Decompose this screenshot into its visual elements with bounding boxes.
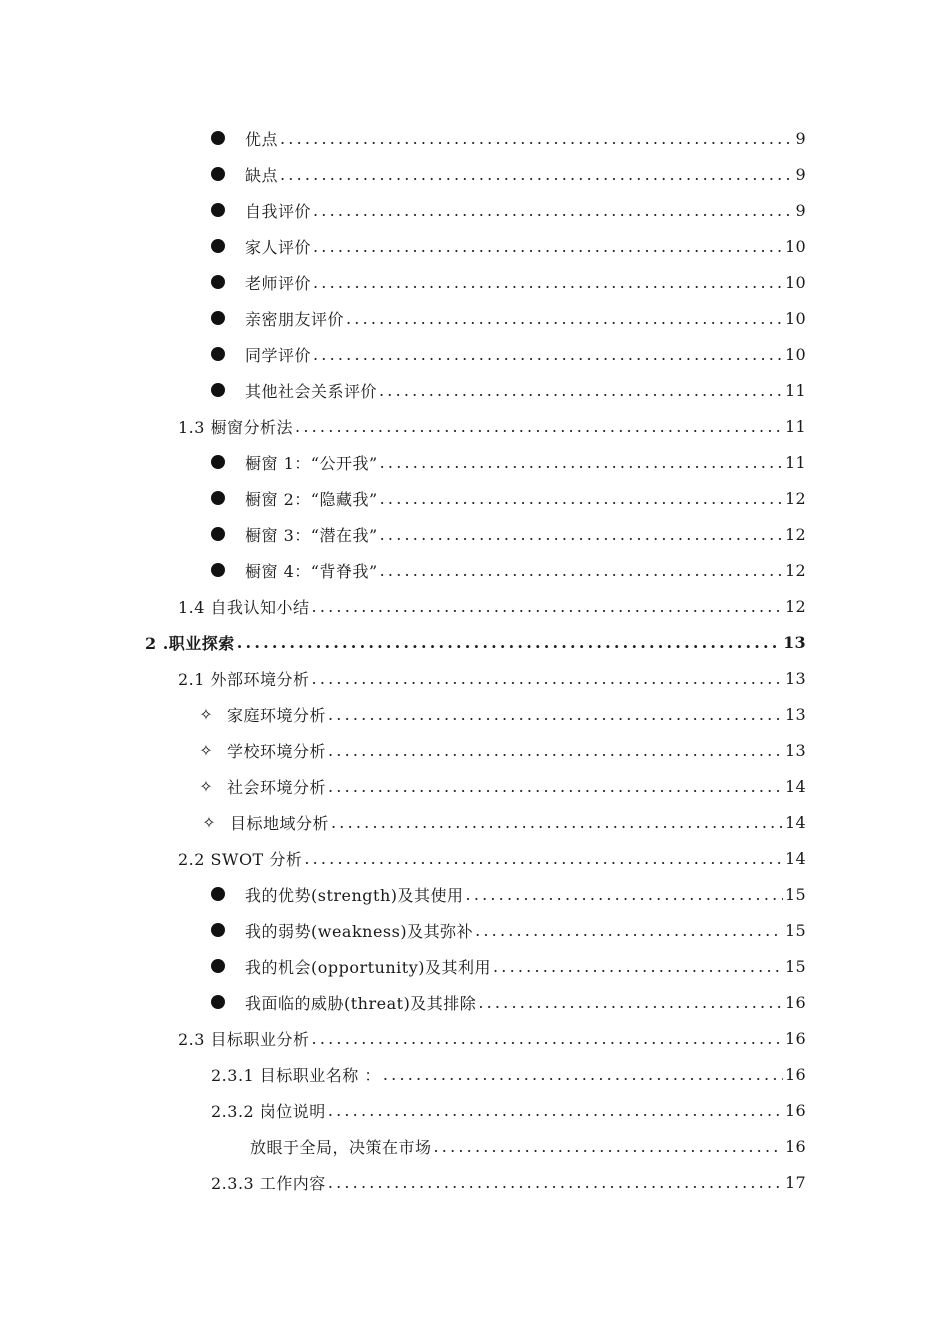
toc-entry-page-number: 11: [785, 452, 806, 472]
dot-leader: [237, 633, 781, 652]
dot-leader: [280, 165, 794, 184]
toc-entry-title: 优点: [245, 129, 279, 149]
bullet-icon: [211, 347, 225, 361]
bullet-icon: [211, 275, 225, 289]
toc-entry-page-number: 17: [785, 1172, 806, 1192]
dot-leader: [331, 813, 783, 832]
toc-entry-title: 我面临的威胁(threat)及其排除: [245, 993, 477, 1013]
toc-entry-title: 2.1 外部环境分析: [178, 669, 310, 689]
toc-entry-page-number: 16: [785, 1136, 806, 1156]
toc-entry-title: 我的机会(opportunity)及其利用: [245, 957, 492, 977]
toc-entry-title: 社会环境分析: [227, 777, 327, 797]
bullet-icon: [211, 455, 225, 469]
toc-entry-title: 1.3 橱窗分析法: [178, 417, 294, 437]
dot-leader: [379, 381, 783, 400]
toc-entry-title: 2.3.2 岗位说明: [211, 1101, 326, 1121]
diamond-bullet-icon: ✧: [199, 740, 213, 760]
toc-entry-title: 自我评价: [245, 201, 312, 221]
toc-entry[interactable]: [211, 444, 806, 480]
toc-entry-title: 放眼于全局，决策在市场: [250, 1137, 432, 1157]
bullet-icon: [211, 239, 225, 253]
dot-leader: [313, 345, 783, 364]
toc-entry-page-number: 14: [785, 812, 806, 832]
toc-entry[interactable]: [250, 1128, 806, 1164]
dot-leader: [380, 561, 783, 580]
toc-entry[interactable]: [211, 156, 806, 192]
bullet-icon: [211, 563, 225, 577]
toc-entry[interactable]: [200, 804, 806, 840]
toc-entry[interactable]: [211, 1164, 806, 1200]
toc-entry-title: 我的优势(strength)及其使用: [245, 885, 464, 905]
toc-entry-page-number: 13: [785, 704, 806, 724]
bullet-icon: [211, 923, 225, 937]
dot-leader: [466, 885, 784, 904]
dot-leader: [312, 669, 783, 688]
bullet-icon: [211, 491, 225, 505]
toc-entry-page-number: 16: [785, 1028, 806, 1048]
toc-entry-page-number: 15: [785, 956, 806, 976]
toc-entry[interactable]: [178, 588, 806, 624]
toc-entry-title: 老师评价: [245, 273, 312, 293]
toc-entry-page-number: 10: [785, 308, 806, 328]
toc-entry[interactable]: [197, 732, 806, 768]
toc-entry-page-number: 13: [785, 740, 806, 760]
toc-entry-title: 缺点: [245, 165, 279, 185]
toc-entry[interactable]: [211, 948, 806, 984]
toc-entry[interactable]: [211, 192, 806, 228]
toc-entry-title: 目标地域分析: [230, 813, 330, 833]
toc-entry-title: 家人评价: [245, 237, 312, 257]
toc-entry-title: 2 .职业探索: [145, 633, 235, 653]
dot-leader: [328, 777, 783, 796]
toc-entry-title: 橱窗 2：“隐藏我”: [245, 489, 378, 509]
dot-leader: [328, 705, 783, 724]
dot-leader: [380, 489, 783, 508]
dot-leader: [328, 741, 783, 760]
toc-entry-title: 2.3 目标职业分析: [178, 1029, 310, 1049]
toc-entry-page-number: 12: [785, 488, 806, 508]
bullet-icon: [211, 527, 225, 541]
dot-leader: [313, 273, 783, 292]
toc-entry-title: 我的弱势(weakness)及其弥补: [245, 921, 474, 941]
toc-entry-page-number: 16: [785, 992, 806, 1012]
dot-leader: [304, 849, 783, 868]
toc-entry-page-number: 12: [785, 560, 806, 580]
dot-leader: [312, 597, 783, 616]
bullet-icon: [211, 311, 225, 325]
toc-entry-page-number: 9: [795, 128, 806, 148]
toc-entry[interactable]: [211, 912, 806, 948]
toc-entry-page-number: 16: [785, 1064, 806, 1084]
toc-entry[interactable]: [211, 228, 806, 264]
dot-leader: [478, 993, 783, 1012]
toc-entry-page-number: 16: [785, 1100, 806, 1120]
toc-entry-title: 橱窗 1：“公开我”: [245, 453, 378, 473]
toc-entry[interactable]: [211, 480, 806, 516]
toc-entry-page-number: 10: [785, 344, 806, 364]
toc-entry[interactable]: [211, 1092, 806, 1128]
dot-leader: [313, 201, 794, 220]
bullet-icon: [211, 203, 225, 217]
toc-entry-title: 2.3.3 工作内容: [211, 1173, 326, 1193]
diamond-bullet-icon: ✧: [202, 812, 216, 832]
bullet-icon: [211, 887, 225, 901]
dot-leader: [434, 1137, 784, 1156]
toc-entry[interactable]: [178, 840, 806, 876]
toc-entry[interactable]: [145, 624, 806, 660]
toc-entry-title: 2.3.1 目标职业名称 ：: [211, 1065, 381, 1085]
toc-entry-title: 亲密朋友评价: [245, 309, 345, 329]
dot-leader: [328, 1101, 783, 1120]
toc-entry-page-number: 9: [795, 200, 806, 220]
toc-entry[interactable]: [211, 1056, 806, 1092]
toc-entry-page-number: 14: [785, 776, 806, 796]
bullet-icon: [211, 959, 225, 973]
toc-entry-page-number: 10: [785, 236, 806, 256]
bullet-icon: [211, 995, 225, 1009]
toc-entry-page-number: 15: [785, 920, 806, 940]
toc-entry-page-number: 13: [785, 668, 806, 688]
dot-leader: [295, 417, 783, 436]
dot-leader: [383, 1065, 783, 1084]
dot-leader: [346, 309, 783, 328]
toc-entry-title: 其他社会关系评价: [245, 381, 378, 401]
toc-entry-page-number: 14: [785, 848, 806, 868]
toc-entry[interactable]: [211, 876, 806, 912]
dot-leader: [380, 453, 783, 472]
toc-entry[interactable]: [211, 552, 806, 588]
bullet-icon: [211, 131, 225, 145]
toc-entry-title: 橱窗 4：“背脊我”: [245, 561, 378, 581]
toc-entry[interactable]: [197, 696, 806, 732]
dot-leader: [312, 1029, 783, 1048]
toc-entry[interactable]: [211, 372, 806, 408]
toc-entry-title: 2.2 SWOT 分析: [178, 849, 303, 869]
toc-entry[interactable]: [178, 1020, 806, 1056]
toc-entry-title: 同学评价: [245, 345, 312, 365]
toc-entry[interactable]: [178, 408, 806, 444]
toc-entry-page-number: 11: [785, 380, 806, 400]
diamond-bullet-icon: ✧: [199, 704, 213, 724]
toc-entry-title: 1.4 自我认知小结: [178, 597, 310, 617]
toc-entry[interactable]: [211, 984, 806, 1020]
toc-entry-page-number: 12: [785, 596, 806, 616]
dot-leader: [313, 237, 783, 256]
dot-leader: [280, 129, 794, 148]
diamond-bullet-icon: ✧: [199, 776, 213, 796]
toc-entry-title: 学校环境分析: [227, 741, 327, 761]
toc-entry-title: 橱窗 3：“潜在我”: [245, 525, 378, 545]
toc-entry-title: 家庭环境分析: [227, 705, 327, 725]
toc-entry[interactable]: [211, 300, 806, 336]
toc-entry-page-number: 15: [785, 884, 806, 904]
dot-leader: [493, 957, 783, 976]
toc-entry[interactable]: [211, 120, 806, 156]
toc-entry-page-number: 9: [795, 164, 806, 184]
toc-entry[interactable]: [211, 516, 806, 552]
toc-entry[interactable]: [211, 264, 806, 300]
toc-entry-page-number: 11: [785, 416, 806, 436]
bullet-icon: [211, 383, 225, 397]
bullet-icon: [211, 167, 225, 181]
toc-entry-page-number: 12: [785, 524, 806, 544]
toc-entry-page-number: 10: [785, 272, 806, 292]
toc-entry[interactable]: [211, 336, 806, 372]
dot-leader: [475, 921, 783, 940]
dot-leader: [380, 525, 783, 544]
dot-leader: [328, 1173, 783, 1192]
toc-entry[interactable]: [178, 660, 806, 696]
toc-entry[interactable]: [197, 768, 806, 804]
toc-entry-page-number: 13: [783, 632, 806, 652]
